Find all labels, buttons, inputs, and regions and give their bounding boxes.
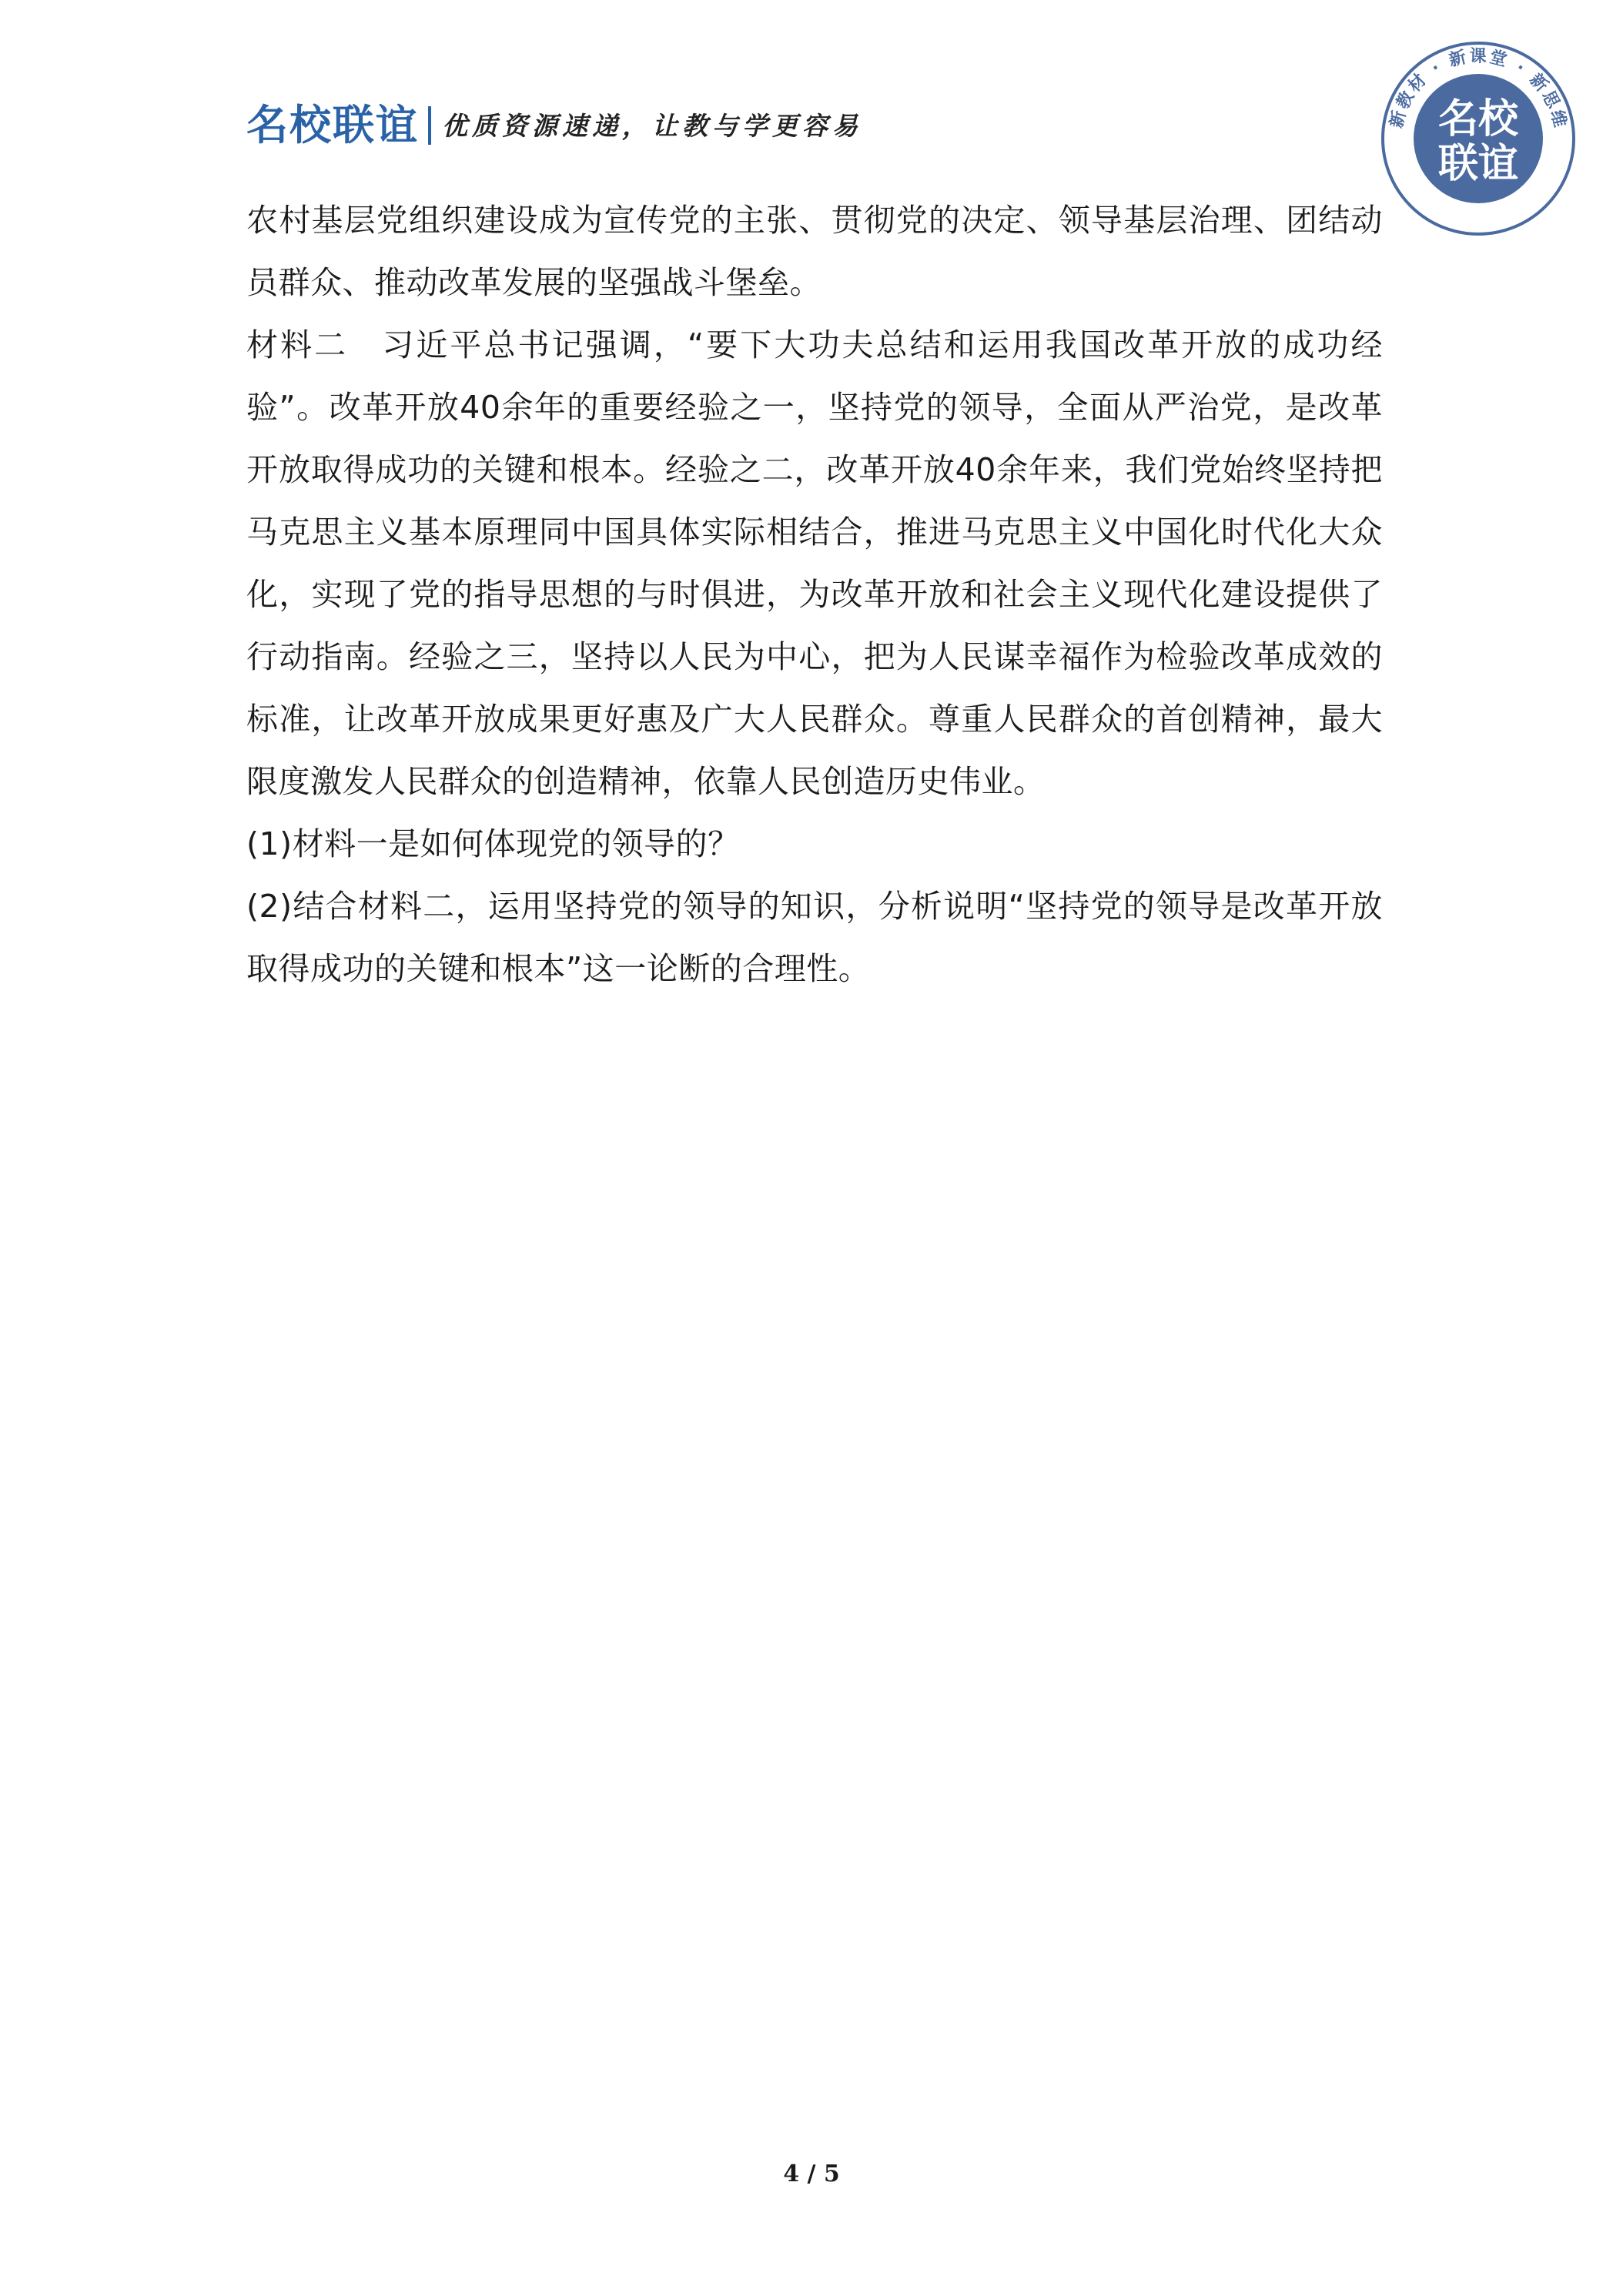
header-slogan: 优质资源速递，让教与学更容易 — [442, 110, 862, 141]
seal-center-text-top: 名校 — [1437, 96, 1519, 142]
seal-center-text-bottom: 联谊 — [1437, 141, 1519, 187]
header-divider — [428, 106, 431, 145]
question-1: (1)材料一是如何体现党的领导的？ — [246, 825, 740, 862]
seal-ring-text: 新教材 · 新课堂 · 新思维 — [1387, 46, 1570, 132]
page-header — [246, 99, 862, 152]
document-body — [246, 189, 1383, 1000]
brand-logo-text: 名校联谊 — [246, 101, 419, 149]
page-number: 4 / 5 — [783, 2160, 840, 2187]
paragraph-material-2: 材料二 习近平总书记强调，“要下大功夫总结和运用我国改革开放的成功经验”。改革开放40余年的重要经验之一，坚持党的领导，全面从严治党，是改革开放取得成功的关键和根本。经验之二，改革开放40余年来，我们党始终坚持把马克思主义基本原理同中国具体实际相结合，推进马克思主义中国化时代化大众化，实现了党的指导思想的与时俱进，为改革开放和社会主义现代化建设提供了行动指南。经验之三，坚持以人民为中心，把为人民谋幸福作为检验改革成效的标准，让改革开放成果更好惠及广大人民群众。尊重人民群众的首创精神，最大限度激发人民群众的创造精神，依靠人民创造历史伟业。 — [246, 326, 1383, 800]
question-2: (2)结合材料二，运用坚持党的领导的知识，分析说明“坚持党的领导是改革开放取得成功的关键和根本”这一论断的合理性。 — [246, 888, 1383, 987]
school-seal-icon — [1378, 38, 1578, 239]
paragraph-1: 农村基层党组织建设成为宣传党的主张、贯彻党的决定、领导基层治理、团结动员群众、推动改革发展的坚强战斗堡垒。 — [246, 202, 1383, 301]
